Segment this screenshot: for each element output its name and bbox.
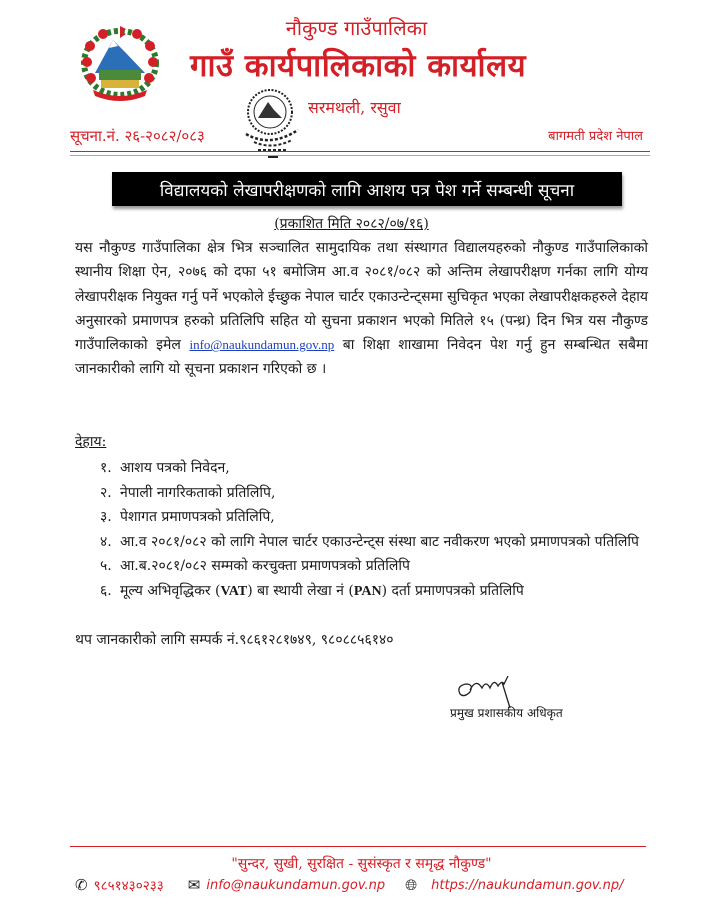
list-item-text-c: ) दर्ता प्रमाणपत्रको प्रतिलिपि: [381, 582, 524, 599]
contact-numbers: थप जानकारीको लागि सम्पर्क नं.९८६१२८१७४९, ९८०८८५६१४०: [75, 632, 394, 648]
list-item: [100, 505, 648, 530]
list-item-number: ४.: [100, 533, 112, 550]
list-item-text: आ.ब.२०८१/०८२ सम्मको करचुक्ता प्रमाणपत्रको प्रतिलिपि: [120, 558, 410, 574]
list-item-text-a: मूल्य अभिवृद्धिकर (: [120, 582, 221, 599]
list-item: [100, 456, 648, 481]
office-name: गाउँ कार्यपालिकाको कार्यालय: [190, 48, 527, 84]
list-item-text: आ.व २०८१/०८२ को लागि नेपाल चार्टर एकाउन्टेन्ट्स संस्था बाट नवीकरण भएको प्रमाणपत्रको पतिलिपि: [120, 533, 639, 550]
pan-label: PAN: [353, 583, 382, 599]
requirements-heading: देहाय:: [75, 434, 107, 450]
list-item-text: नेपाली नागरिकताको प्रतिलिपि,: [120, 484, 276, 501]
notice-title: विद्यालयको लेखापरीक्षणको लागि आशय पत्र पेश गर्ने सम्बन्धी सूचना: [159, 180, 575, 201]
header-divider: [70, 151, 650, 152]
list-item-text-b: ) बा स्थायी लेखा नं (: [247, 582, 354, 599]
envelope-icon: ✉: [187, 876, 201, 894]
list-item-number: ६.: [100, 582, 112, 599]
list-item-text: [120, 579, 648, 605]
province-label: बागमती प्रदेश नेपाल: [548, 129, 643, 144]
footer-email[interactable]: info@naukundamun.gov.np: [206, 877, 386, 893]
body-text-part2: बा शिक्षा शाखामा निवेदन पेश गर्नु हुन सम्बन्धित सबैमा जानकारीको लागि यो सूचना प्रकाशन गरिएको छ ।: [75, 337, 648, 378]
list-item: [100, 530, 648, 555]
list-item-number: १.: [100, 460, 112, 476]
phone-icon: ✆: [75, 876, 88, 894]
list-item: [100, 481, 648, 506]
footer-website[interactable]: https://naukundamun.gov.np/: [431, 877, 624, 893]
list-item-text: पेशागत प्रमाणपत्रको प्रतिलिपि,: [120, 509, 275, 525]
notice-number: सूचना.नं. २६-२०८२/०८३: [70, 127, 205, 145]
header-divider-secondary: [70, 155, 650, 156]
list-item: [100, 554, 648, 579]
globe-icon: 🌐︎: [405, 876, 418, 894]
footer-slogan: "सुन्दर, सुखी, सुरक्षित - सुसंस्कृत र समृद्ध नौकुण्ड": [231, 856, 492, 872]
requirements-list: [100, 456, 648, 604]
list-item-text: आशय पत्रको निवेदन,: [120, 460, 230, 476]
list-item: [100, 579, 648, 605]
notice-title-banner: [112, 172, 622, 206]
published-date: (प्रकाशित मिति २०८२/०७/१६): [274, 216, 429, 232]
vat-label: VAT: [220, 583, 248, 599]
signatory-title: प्रमुख प्रशासकीय अधिकृत: [450, 706, 563, 720]
list-item-number: ३.: [100, 509, 112, 525]
list-item-number: २.: [100, 484, 112, 501]
footer-divider: [70, 846, 646, 847]
email-link[interactable]: info@naukundamun.gov.np: [189, 337, 335, 353]
list-item-number: ५.: [100, 558, 112, 574]
notice-body-paragraph: [75, 236, 648, 382]
footer-contacts: [75, 876, 655, 894]
footer-phone: ९८५१४३०२३३: [93, 878, 164, 894]
body-text-part1: यस नौकुण्ड गाउँपालिका क्षेत्र भित्र सञ्चालित सामुदायिक तथा संस्थागत विद्यालयहरुको नौकुण्ड गाउँपालिकाको स्थानीय शिक्षा ऐन, २०७६ को दफा ५१ बमोजिम आ.व २०८१/०८२ को अन्तिम लेखापरीक्षण गर्नका लागि योग्य लेखापरीक्षक नियुक्त गर्नु पर्ने भएकोले ईच्छुक नेपाल चार्टर एकाउन्टेन्ट्समा सुचिकृत भएका लेखापरीक्षकहरुले देहाय अनुसारको प्रमाणपत्र हरुको प्रतिलिपि सहित यो सुचना प्रकाशन भएको मितिले १५ (पन्ध्र) दिन भित्र यस नौकुण्ड गाउँपालिकाको इमेल: [75, 240, 648, 354]
municipality-name: नौकुण्ड गाउँपालिका: [285, 16, 428, 40]
office-address: सरमथली, रसुवा: [308, 98, 401, 117]
